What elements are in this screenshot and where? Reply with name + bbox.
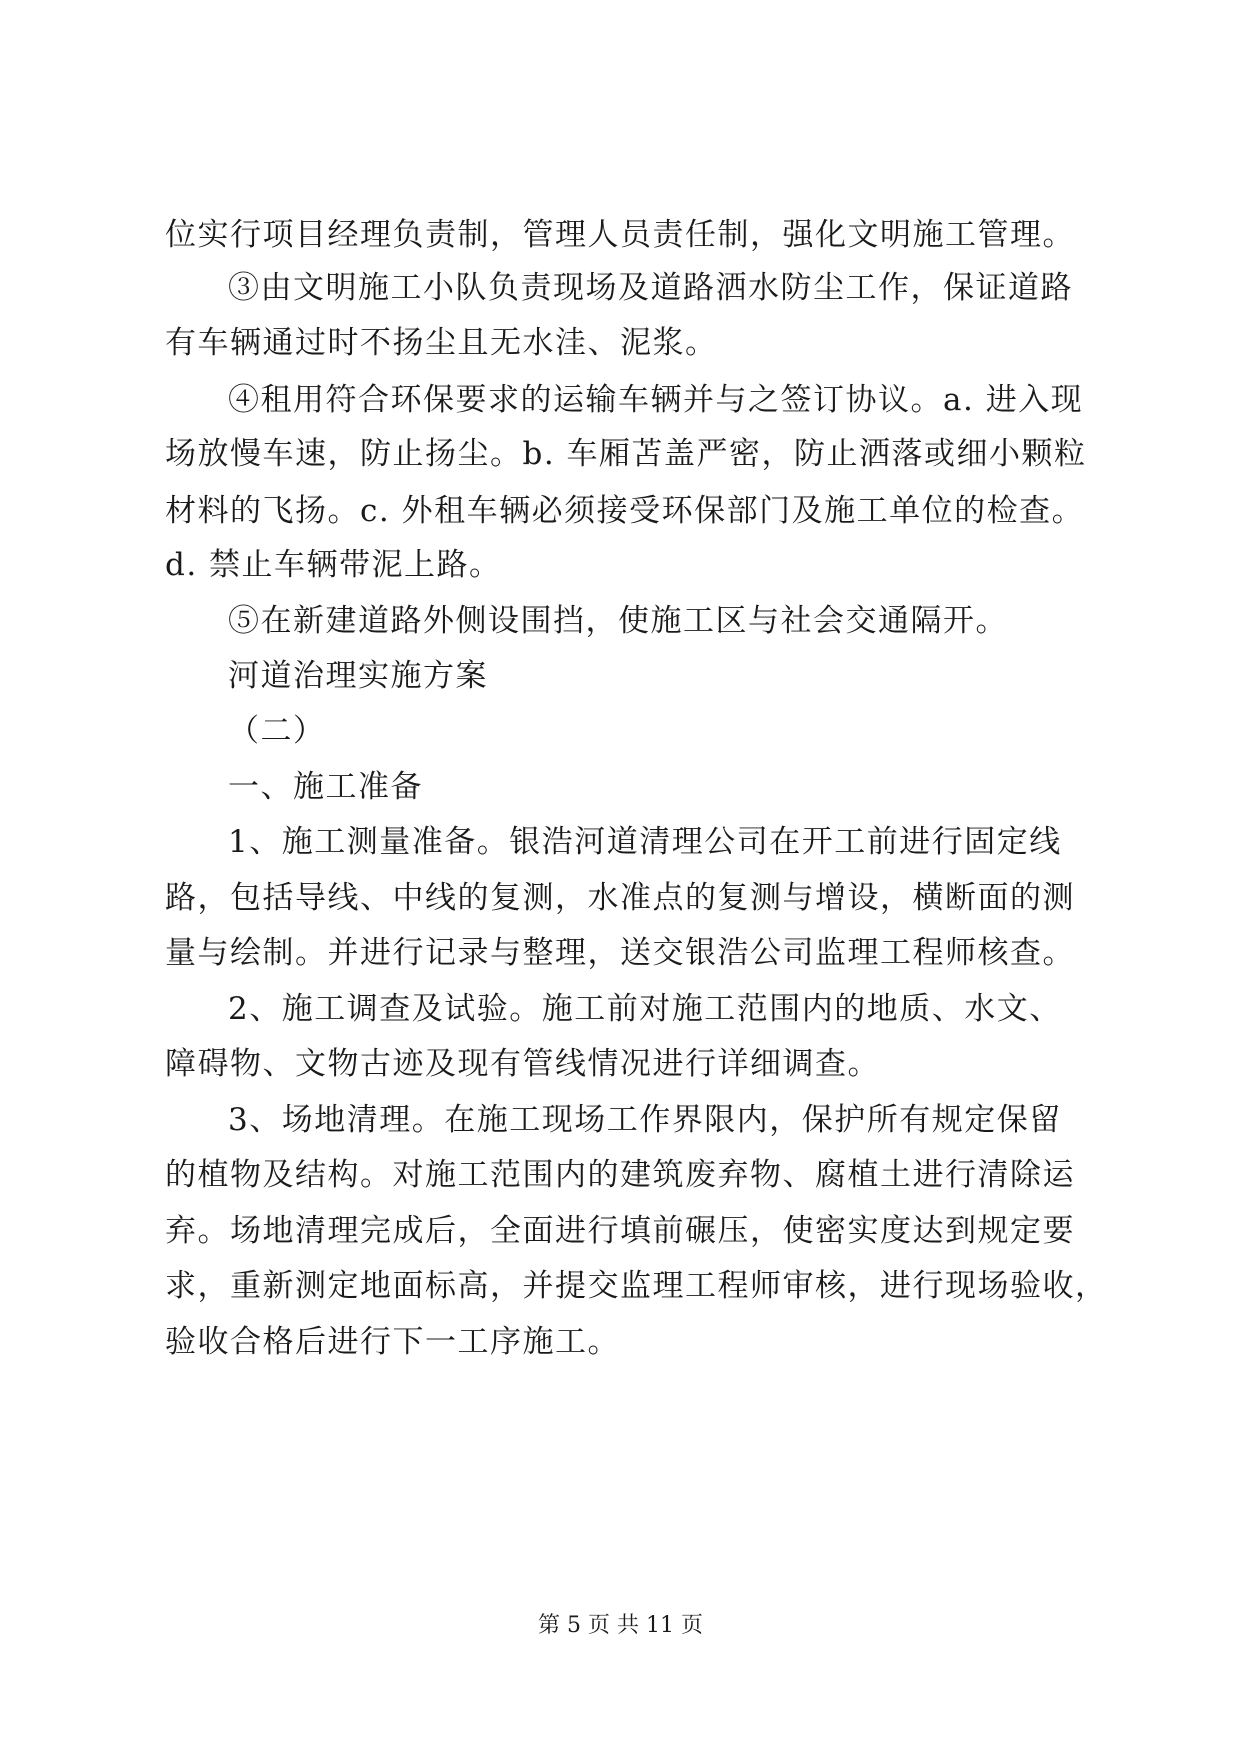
text-line: 3、场地清理。在施工现场工作界限内，保护所有规定保留 [228,1102,1062,1138]
section-subtitle: （二） [228,713,326,749]
text-line: d. 禁止车辆带泥上路。 [165,547,502,583]
text-line: 2、施工调查及试验。施工前对施工范围内的地质、水文、 [228,991,1062,1027]
section-heading: 一、施工准备 [228,769,423,805]
text-line: 有车辆通过时不扬尘且无水洼、泥浆。 [165,325,718,361]
text-line: 路，包括导线、中线的复测，水准点的复测与增设，横断面的测 [165,880,1075,916]
text-line: 验收合格后进行下一工序施工。 [165,1324,620,1360]
text-line: 障碍物、文物古迹及现有管线情况进行详细调查。 [165,1046,880,1082]
text-line: ③由文明施工小队负责现场及道路洒水防尘工作，保证道路 [228,270,1073,306]
text-line: ④租用符合环保要求的运输车辆并与之签订协议。a. 进入现 [228,382,1084,418]
text-line: 弃。场地清理完成后，全面进行填前碾压，使密实度达到规定要 [165,1213,1075,1249]
text-line: 求，重新测定地面标高，并提交监理工程师审核，进行现场验收， [165,1268,1108,1304]
text-line: 场放慢车速，防止扬尘。b. 车厢苫盖严密，防止洒落或细小颗粒 [165,436,1087,472]
text-line: ⑤在新建道路外侧设围挡，使施工区与社会交通隔开。 [228,603,1008,639]
text-line: 材料的飞扬。c. 外租车辆必须接受环保部门及施工单位的检查。 [165,493,1085,529]
section-title: 河道治理实施方案 [228,658,488,694]
text-line: 位实行项目经理负责制，管理人员责任制，强化文明施工管理。 [165,217,1075,253]
text-line: 1、施工测量准备。银浩河道清理公司在开工前进行固定线 [228,824,1062,860]
text-line: 量与绘制。并进行记录与整理，送交银浩公司监理工程师核查。 [165,935,1075,971]
text-line: 的植物及结构。对施工范围内的建筑废弃物、腐植土进行清除运 [165,1157,1075,1193]
page-number-footer: 第 5 页 共 11 页 [538,1613,703,1638]
